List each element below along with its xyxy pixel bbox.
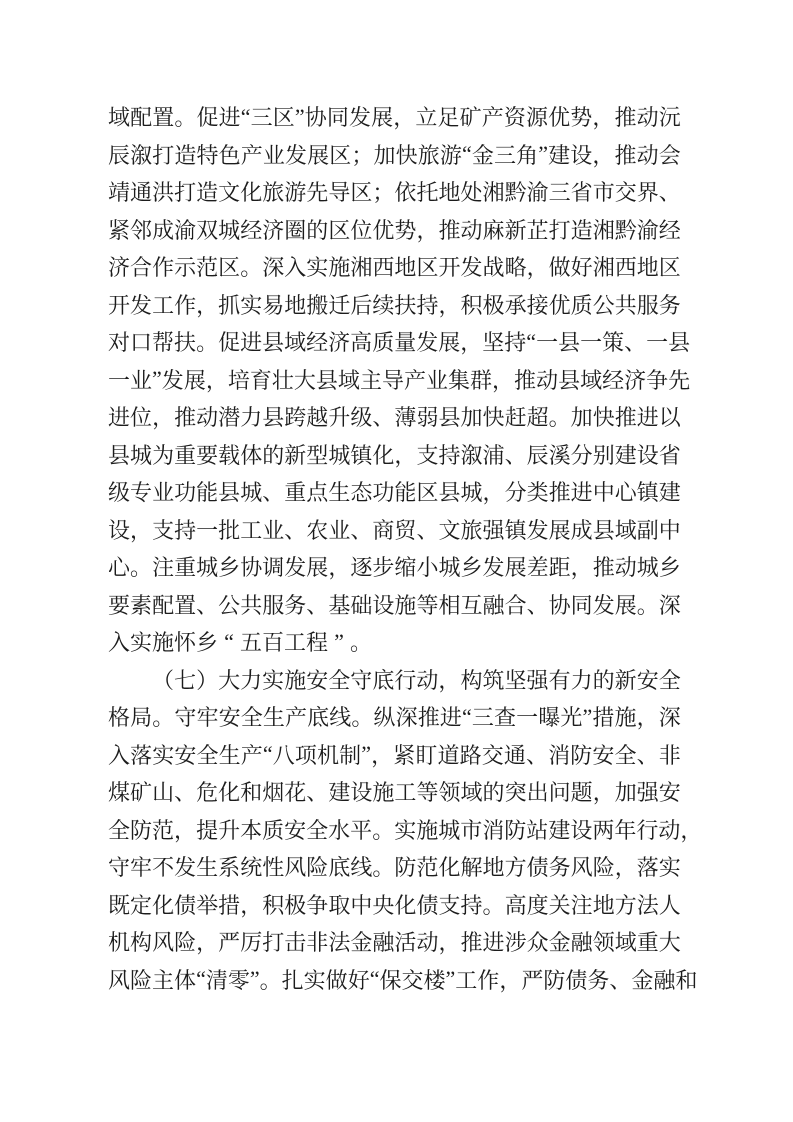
text-line: 济 合 作 示 范 区 。 深 入 实 施 湘 西 地 区 开 发 战 略 ， 做 好 湘 西 地 区 [108,255,681,281]
text-line: 靖 通 洪 打 造 文 化 旅 游 先 导 区 ； 依 托 地 处 湘 黔 渝 三 省 市 交 界 、 [108,180,681,206]
text-line: 级 专 业 功 能 县 城 、 重 点 生 态 功 能 区 县 城 ， 分 类 推 进 中 心 镇 建 [108,480,681,506]
text-line: 进 位 ， 推 动 潜 力 县 跨 越 升 级 、 薄 弱 县 加 快 赶 超 。 加 快 推 进 以 [108,405,681,431]
text-line: 域 配 置 。 促 进 “ 三 区 ” 协 同 发 展 ， 立 足 矿 产 资 源 优 势 ， 推 动 沅 [108,103,681,131]
text-line: 辰 溆 打 造 特 色 产 业 发 展 区 ； 加 快 旅 游 “ 金 三 角 ” 建 设 ， 推 动 会 [108,141,681,168]
text-line: 开 发 工 作 ， 抓 实 易 地 搬 迁 后 续 扶 持 ， 积 极 承 接 优 质 公 共 服 务 [108,292,681,318]
text-line: 守 牢 不 发 生 系 统 性 风 险 底 线 。 防 范 化 解 地 方 债 务 风 险 ， 落 实 [108,855,681,881]
text-line: 全 防 范 ， 提 升 本 质 安 全 水 平 。 实 施 城 市 消 防 站 建 设 两 年 行 动 ， [108,817,703,843]
text-line: 县 城 为 重 要 载 体 的 新 型 城 镇 化 ， 支 持 溆 浦 、 辰 溪 分 别 建 设 省 [108,442,681,468]
text-line: 对 口 帮 扶 。 促 进 县 域 经 济 高 质 量 发 展 ， 坚 持 “ 一 县 一 策 、 一 县 [108,328,691,356]
text-line: 机 构 风 险 ， 严 厉 打 击 非 法 金 融 活 动 ， 推 进 涉 众 金 融 领 域 重 大 [108,930,681,956]
text-line: 设 ， 支 持 一 批 工 业 、 农 业 、 商 贸 、 文 旅 强 镇 发 展 成 县 域 副 中 [108,517,681,543]
text-line: 紧 邻 成 渝 双 城 经 济 圈 的 区 位 优 势 ， 推 动 麻 新 芷 打 造 湘 黔 渝 经 [108,217,681,243]
text-line: 要 素 配 置 、 公 共 服 务 、 基 础 设 施 等 相 互 融 合 、 协 同 发 展 。 深 [108,592,681,618]
text-line: 煤 矿 山 、 危 化 和 烟 花 、 建 设 施 工 等 领 域 的 突 出 问 题 ， 加 强 安 [108,780,681,806]
text-line: 既 定 化 债 举 措 ， 积 极 争 取 中 央 化 债 支 持 。 高 度 关 注 地 方 法 人 [108,892,681,918]
text-line: 格 局 。 守 牢 安 全 生 产 底 线 。 纵 深 推 进 “ 三 查 一 曝 光 ” 措 施 ， 深 [108,703,681,731]
text-line: 风 险 主 体 “ 清 零 ” 。 扎 实 做 好 “ 保 交 楼 ” 工 作 ， 严 防 债 务 、 金 融 和 [108,966,698,993]
document-text-block [108,98,703,998]
text-line: 心 。 注 重 城 乡 协 调 发 展 ， 逐 步 缩 小 城 乡 发 展 差 距 ， 推 动 城 乡 [108,555,681,581]
text-line: 一 业 ” 发 展 ， 培 育 壮 大 县 域 主 导 产 业 集 群 ， 推 动 县 域 经 济 争 先 [108,366,691,393]
text-line: 入 落 实 安 全 生 产 “ 八 项 机 制 ” ， 紧 盯 道 路 交 通 、 消 防 安 全 、 非 [108,741,681,768]
text-line-paragraph-start: （ 七 ） 大 力 实 施 安 全 守 底 行 动 ， 构 筑 坚 强 有 力 的 新 安 全 [152,667,681,693]
text-line-paragraph-end: 入 实 施 怀 乡 “ 五 百 工 程 ” 。 [108,628,373,656]
